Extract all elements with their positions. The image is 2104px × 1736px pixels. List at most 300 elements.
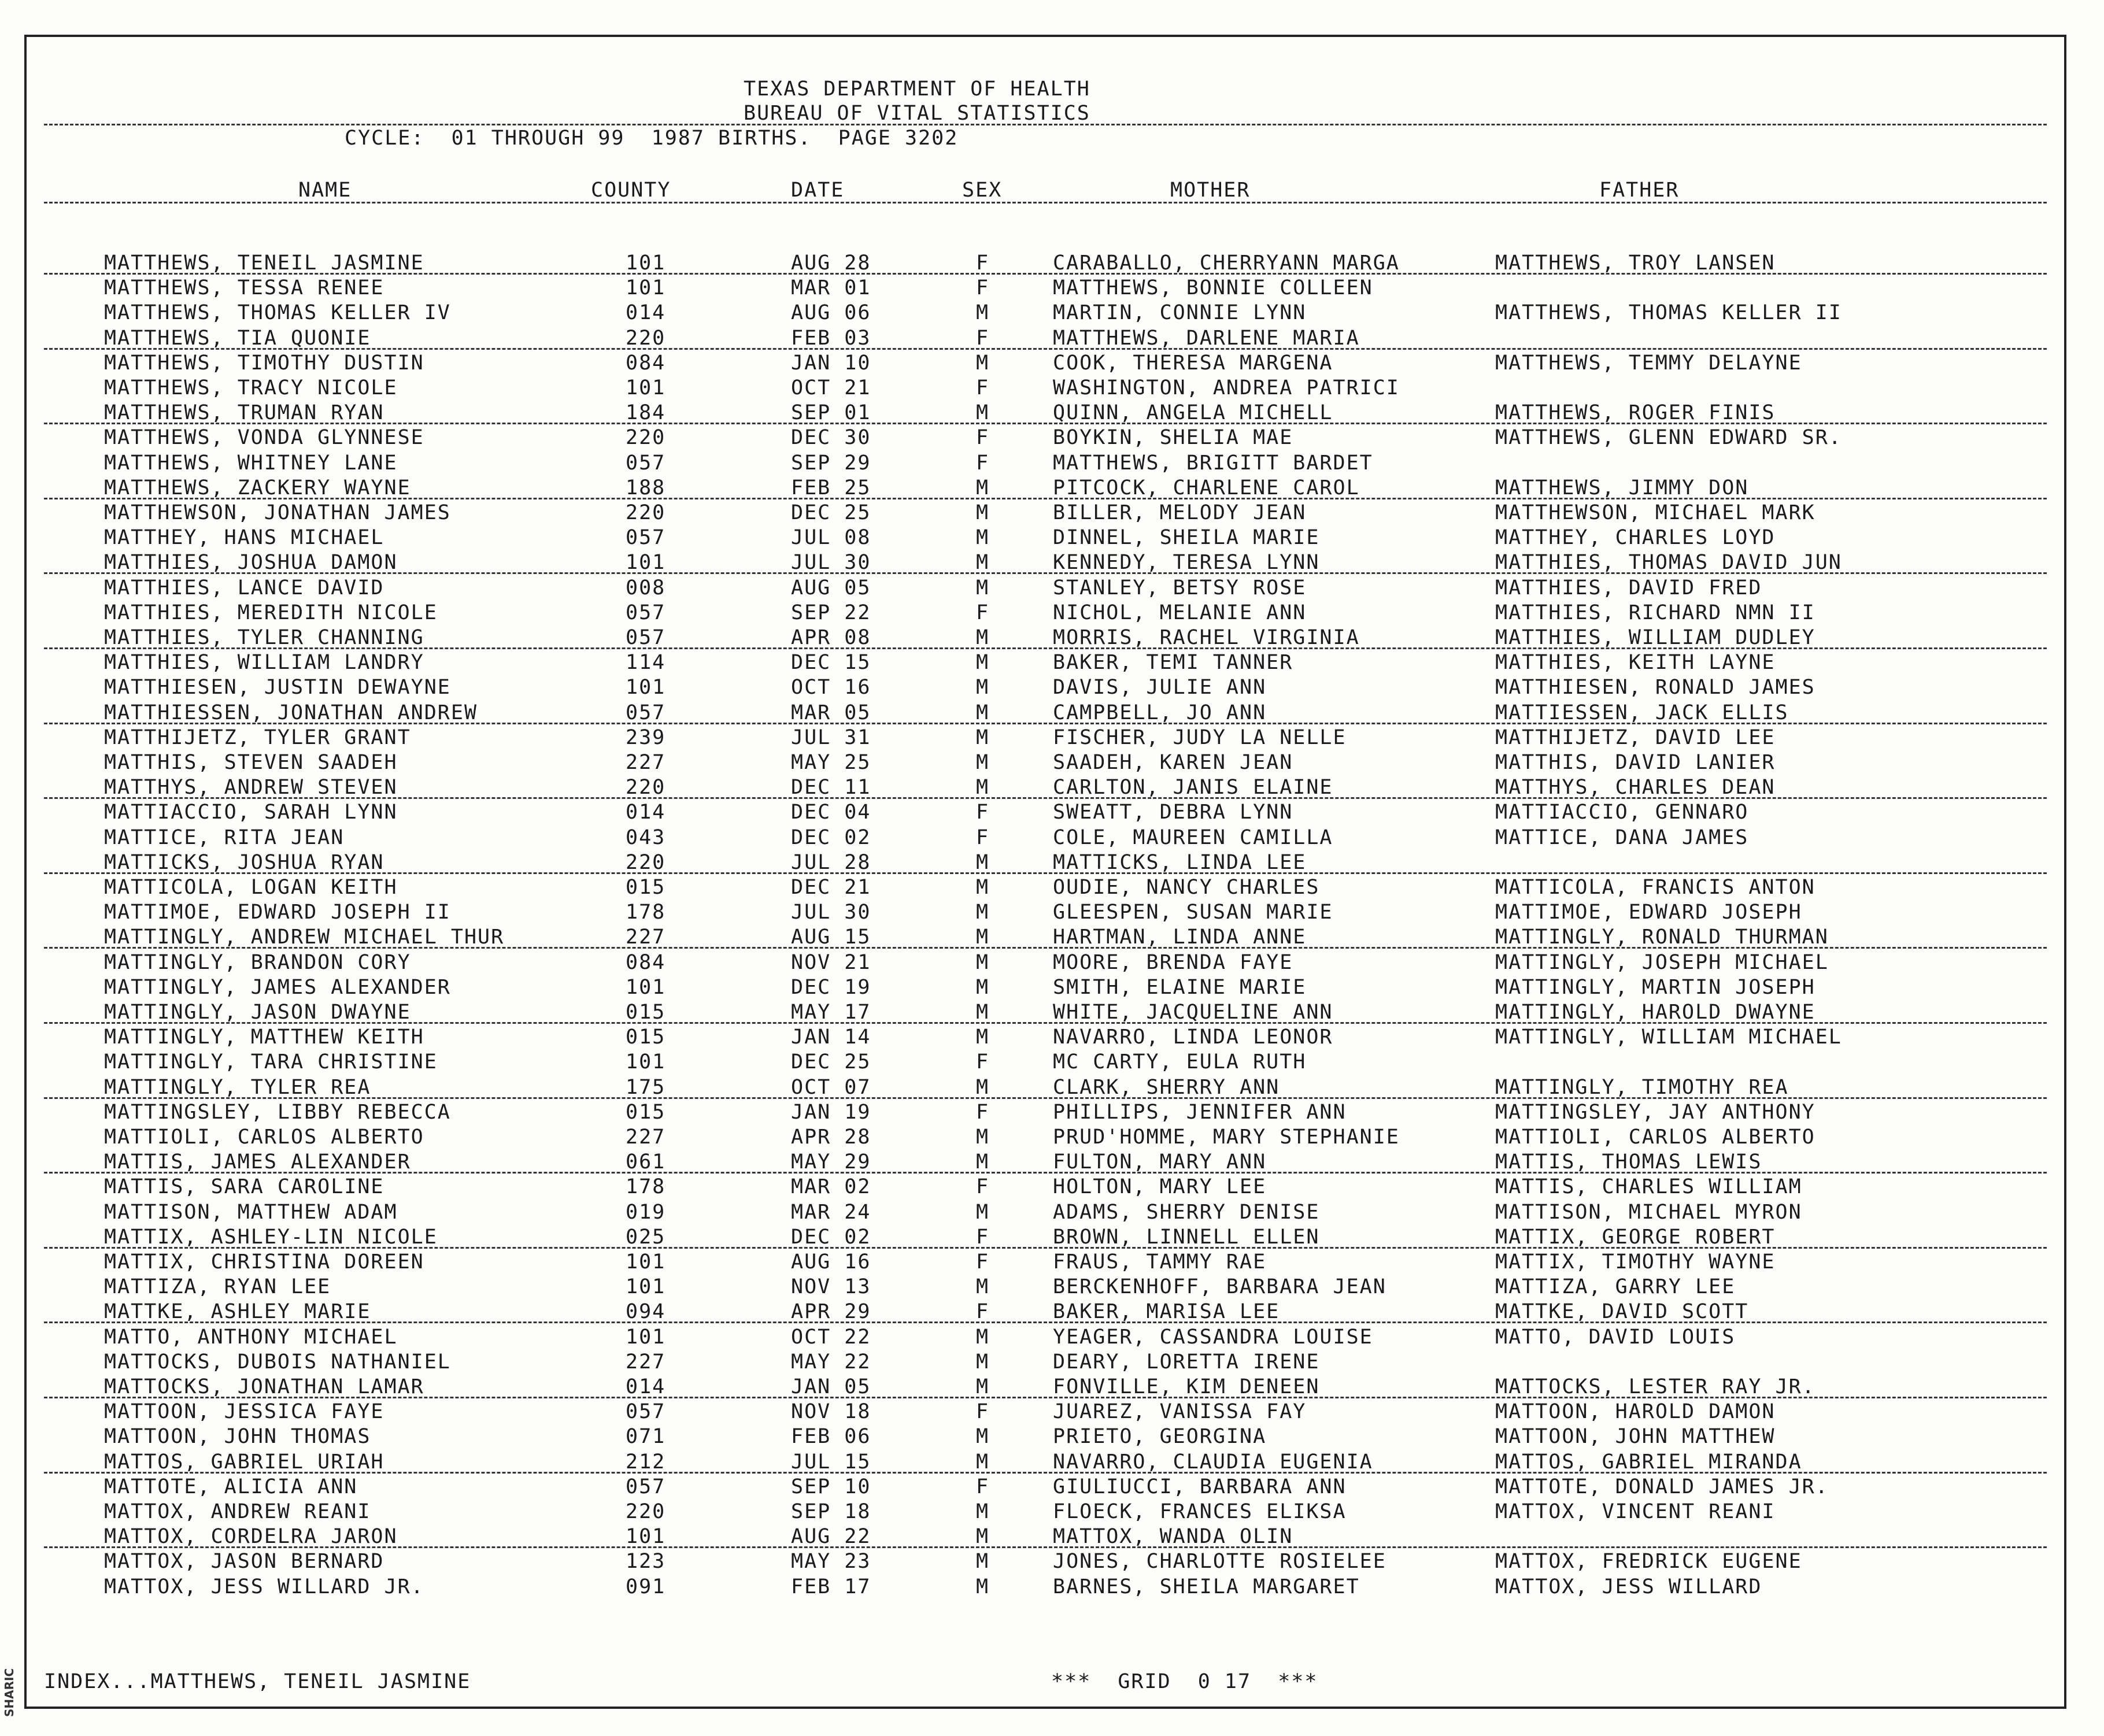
cell-mother: CLARK, SHERRY ANN: [1053, 1075, 1280, 1099]
cell-date: AUG 15: [791, 926, 871, 949]
cell-name: MATTHEWSON, JONATHAN JAMES: [104, 501, 451, 524]
cell-name: MATTOX, JESS WILLARD JR.: [104, 1575, 424, 1598]
cell-county: 014: [626, 301, 666, 325]
cell-date: MAR 05: [791, 701, 871, 724]
table-row: [27, 525, 2064, 550]
row-divider: [44, 1247, 2047, 1249]
cell-county: 101: [626, 376, 666, 399]
table-row: [27, 875, 2064, 900]
row-divider: [44, 647, 2047, 649]
header-divider: [44, 124, 2047, 125]
cell-sex: M: [976, 501, 990, 524]
cell-name: MATTHEWS, TRUMAN RYAN: [104, 401, 384, 425]
cell-name: MATTHEWS, ZACKERY WAYNE: [104, 476, 411, 499]
cell-sex: M: [976, 1375, 990, 1398]
table-row: [27, 1400, 2064, 1424]
cell-date: AUG 06: [791, 301, 871, 325]
cell-mother: CARLTON, JANIS ELAINE: [1053, 776, 1333, 799]
cell-date: SEP 10: [791, 1475, 871, 1498]
cell-date: DEC 25: [791, 501, 871, 524]
cell-date: AUG 22: [791, 1525, 871, 1549]
cell-father: MATTHEWS, GLENN EDWARD SR.: [1495, 426, 1842, 450]
cell-date: SEP 29: [791, 451, 871, 475]
cell-county: 227: [626, 926, 666, 949]
cell-father: MATTIACCIO, GENNARO: [1495, 801, 1749, 824]
cell-name: MATTIS, SARA CAROLINE: [104, 1175, 384, 1199]
cell-date: DEC 02: [791, 1225, 871, 1249]
cell-name: MATTINGLY, TYLER REA: [104, 1075, 371, 1099]
table-row: [27, 351, 2064, 375]
cell-sex: F: [976, 1400, 990, 1424]
cell-father: MATTHEWS, TROY LANSEN: [1495, 251, 1776, 275]
cell-mother: YEAGER, CASSANDRA LOUISE: [1053, 1325, 1373, 1349]
cell-sex: M: [976, 551, 990, 575]
table-row: [27, 625, 2064, 650]
table-row: [27, 1125, 2064, 1149]
cell-date: DEC 15: [791, 651, 871, 675]
row-divider: [44, 1546, 2047, 1548]
cell-sex: M: [976, 626, 990, 649]
cell-date: FEB 03: [791, 326, 871, 350]
cell-sex: F: [976, 1250, 990, 1274]
cell-county: 057: [626, 451, 666, 475]
cell-name: MATTHEWS, VONDA GLYNNESE: [104, 426, 424, 450]
cell-date: MAY 22: [791, 1350, 871, 1374]
cell-date: SEP 18: [791, 1500, 871, 1523]
cell-county: 220: [626, 850, 666, 874]
cell-county: 101: [626, 1325, 666, 1349]
cell-date: NOV 21: [791, 950, 871, 974]
cell-father: MATTHEWS, TEMMY DELAYNE: [1495, 351, 1802, 375]
cell-mother: FISCHER, JUDY LA NELLE: [1053, 726, 1347, 749]
cell-sex: M: [976, 576, 990, 599]
table-row: [27, 1025, 2064, 1049]
cell-father: MATTINGLY, JOSEPH MICHAEL: [1495, 950, 1829, 974]
row-divider: [44, 1397, 2047, 1398]
cell-father: MATTHIJETZ, DAVID LEE: [1495, 726, 1776, 749]
cell-county: 123: [626, 1550, 666, 1574]
table-row: [27, 1100, 2064, 1124]
cell-mother: MATTICKS, LINDA LEE: [1053, 850, 1307, 874]
cell-mother: OUDIE, NANCY CHARLES: [1053, 876, 1320, 899]
cell-name: MATTHIES, TYLER CHANNING: [104, 626, 424, 649]
cell-father: MATTHIES, RICHARD NMN II: [1495, 601, 1815, 624]
table-row: [27, 1075, 2064, 1100]
table-row: [27, 1000, 2064, 1024]
cell-mother: MOORE, BRENDA FAYE: [1053, 950, 1293, 974]
header-agency: TEXAS DEPARTMENT OF HEALTH: [744, 77, 1090, 101]
table-row: [27, 1500, 2064, 1524]
cell-father: MATTHYS, CHARLES DEAN: [1495, 776, 1776, 799]
cell-county: 220: [626, 426, 666, 450]
cell-county: 084: [626, 351, 666, 375]
cell-mother: BOYKIN, SHELIA MAE: [1053, 426, 1293, 450]
header-bureau: BUREAU OF VITAL STATISTICS: [744, 102, 1090, 125]
cell-name: MATTOCKS, JONATHAN LAMAR: [104, 1375, 424, 1398]
cell-mother: BILLER, MELODY JEAN: [1053, 501, 1307, 524]
cell-sex: M: [976, 1075, 990, 1099]
cell-sex: M: [976, 726, 990, 749]
cell-sex: M: [976, 776, 990, 799]
cell-father: MATTHEWS, ROGER FINIS: [1495, 401, 1776, 425]
cell-date: MAR 02: [791, 1175, 871, 1199]
cell-name: MATTHIESEN, JUSTIN DEWAYNE: [104, 676, 451, 699]
cell-mother: FLOECK, FRANCES ELIKSA: [1053, 1500, 1347, 1523]
table-row: [27, 900, 2064, 924]
cell-name: MATTOS, GABRIEL URIAH: [104, 1450, 384, 1474]
cell-county: 227: [626, 1126, 666, 1149]
table-row: [27, 1275, 2064, 1299]
cell-sex: F: [976, 276, 990, 300]
cell-date: MAR 01: [791, 276, 871, 300]
cell-county: 101: [626, 1525, 666, 1549]
table-row: [27, 975, 2064, 1000]
cell-name: MATTHEWS, TRACY NICOLE: [104, 376, 398, 399]
cell-mother: MATTOX, WANDA OLIN: [1053, 1525, 1293, 1549]
cell-sex: M: [976, 876, 990, 899]
table-row: [27, 1575, 2064, 1599]
cell-father: MATTOS, GABRIEL MIRANDA: [1495, 1450, 1802, 1474]
cell-father: MATTHIES, WILLIAM DUDLEY: [1495, 626, 1815, 649]
table-row: [27, 251, 2064, 275]
cell-mother: CARABALLO, CHERRYANN MARGA: [1053, 251, 1400, 275]
cell-name: MATTOON, JOHN THOMAS: [104, 1425, 371, 1449]
cell-date: JUL 08: [791, 526, 871, 550]
cell-mother: PITCOCK, CHARLENE CAROL: [1053, 476, 1360, 499]
cell-county: 227: [626, 751, 666, 774]
cell-father: MATTOON, JOHN MATTHEW: [1495, 1425, 1776, 1449]
cell-father: MATTIZA, GARRY LEE: [1495, 1275, 1736, 1299]
footer-grid: *** GRID 0 17 ***: [1051, 1670, 1318, 1693]
row-divider: [44, 947, 2047, 949]
cell-mother: PHILLIPS, JENNIFER ANN: [1053, 1100, 1347, 1124]
cell-county: 015: [626, 1100, 666, 1124]
cell-sex: M: [976, 1425, 990, 1449]
cell-sex: M: [976, 950, 990, 974]
cell-date: AUG 05: [791, 576, 871, 599]
cell-sex: M: [976, 1550, 990, 1574]
cell-name: MATTHYS, ANDREW STEVEN: [104, 776, 398, 799]
cell-mother: BERCKENHOFF, BARBARA JEAN: [1053, 1275, 1386, 1299]
cell-mother: MATTHEWS, BONNIE COLLEEN: [1053, 276, 1373, 300]
table-row: [27, 1175, 2064, 1199]
cell-sex: F: [976, 1300, 990, 1324]
cell-sex: F: [976, 251, 990, 275]
cell-mother: NAVARRO, CLAUDIA EUGENIA: [1053, 1450, 1373, 1474]
table-row: [27, 950, 2064, 975]
table-row: [27, 1450, 2064, 1474]
cell-father: MATTO, DAVID LOUIS: [1495, 1325, 1736, 1349]
cell-sex: F: [976, 1175, 990, 1199]
cell-county: 101: [626, 551, 666, 575]
table-row: [27, 850, 2064, 875]
cell-mother: SAADEH, KAREN JEAN: [1053, 751, 1293, 774]
table-row: [27, 601, 2064, 625]
cell-father: MATTHEWS, JIMMY DON: [1495, 476, 1749, 499]
row-divider: [44, 1022, 2047, 1024]
cell-date: OCT 21: [791, 376, 871, 399]
cell-county: 025: [626, 1225, 666, 1249]
cell-date: DEC 19: [791, 975, 871, 999]
cell-sex: M: [976, 651, 990, 675]
cell-county: 101: [626, 1050, 666, 1074]
cell-name: MATTINGLY, MATTHEW KEITH: [104, 1026, 424, 1049]
column-header-date: DATE: [791, 179, 845, 202]
cell-sex: M: [976, 401, 990, 425]
cell-sex: F: [976, 426, 990, 450]
cell-name: MATTHEWS, TENEIL JASMINE: [104, 251, 424, 275]
cell-name: MATTIMOE, EDWARD JOSEPH II: [104, 901, 451, 924]
cell-county: 014: [626, 801, 666, 824]
cell-county: 101: [626, 975, 666, 999]
column-header-mother: MOTHER: [1170, 179, 1251, 202]
row-divider: [44, 572, 2047, 574]
cell-name: MATTOX, ANDREW REANI: [104, 1500, 371, 1523]
cell-name: MATTOON, JESSICA FAYE: [104, 1400, 384, 1424]
cell-father: MATTHIES, KEITH LAYNE: [1495, 651, 1776, 675]
cell-date: DEC 02: [791, 826, 871, 849]
cell-mother: ADAMS, SHERRY DENISE: [1053, 1200, 1320, 1224]
cell-date: JAN 14: [791, 1026, 871, 1049]
cell-father: MATTIESSEN, JACK ELLIS: [1495, 701, 1789, 724]
cell-mother: JONES, CHARLOTTE ROSIELEE: [1053, 1550, 1386, 1574]
cell-date: APR 08: [791, 626, 871, 649]
cell-date: FEB 17: [791, 1575, 871, 1598]
cell-date: DEC 11: [791, 776, 871, 799]
cell-mother: GLEESPEN, SUSAN MARIE: [1053, 901, 1333, 924]
cell-sex: F: [976, 601, 990, 624]
cell-sex: M: [976, 1026, 990, 1049]
cell-father: MATTHEY, CHARLES LOYD: [1495, 526, 1776, 550]
cell-sex: M: [976, 676, 990, 699]
cell-name: MATTINGLY, JASON DWAYNE: [104, 1001, 411, 1024]
column-header-father: FATHER: [1599, 179, 1680, 202]
table-row: [27, 675, 2064, 699]
row-divider: [44, 1322, 2047, 1323]
cell-date: JUL 31: [791, 726, 871, 749]
cell-date: MAY 25: [791, 751, 871, 774]
cell-county: 043: [626, 826, 666, 849]
cell-name: MATTINGLY, JAMES ALEXANDER: [104, 975, 451, 999]
cell-father: MATTKE, DAVID SCOTT: [1495, 1300, 1749, 1324]
table-row: [27, 1225, 2064, 1249]
cell-name: MATTHIES, MEREDITH NICOLE: [104, 601, 438, 624]
row-divider: [44, 273, 2047, 275]
cell-mother: MATTHEWS, DARLENE MARIA: [1053, 326, 1360, 350]
cell-father: MATTHIES, THOMAS DAVID JUN: [1495, 551, 1842, 575]
cell-date: APR 28: [791, 1126, 871, 1149]
table-row: [27, 276, 2064, 300]
table-row: [27, 1375, 2064, 1399]
cell-name: MATTKE, ASHLEY MARIE: [104, 1300, 371, 1324]
table-row: [27, 1325, 2064, 1349]
cell-sex: M: [976, 1150, 990, 1174]
cell-mother: PRUD'HOMME, MARY STEPHANIE: [1053, 1126, 1400, 1149]
cell-county: 175: [626, 1075, 666, 1099]
cell-county: 239: [626, 726, 666, 749]
cell-name: MATTO, ANTHONY MICHAEL: [104, 1325, 398, 1349]
cell-mother: DINNEL, SHEILA MARIE: [1053, 526, 1320, 550]
table-row: [27, 925, 2064, 949]
cell-date: FEB 25: [791, 476, 871, 499]
table-row: [27, 1150, 2064, 1174]
cell-county: 188: [626, 476, 666, 499]
cell-name: MATTIS, JAMES ALEXANDER: [104, 1150, 411, 1174]
cell-father: MATTHEWS, THOMAS KELLER II: [1495, 301, 1842, 325]
table-row: [27, 326, 2064, 350]
table-row: [27, 1549, 2064, 1574]
cell-sex: M: [976, 850, 990, 874]
cell-father: MATTHIESEN, RONALD JAMES: [1495, 676, 1815, 699]
cell-date: OCT 16: [791, 676, 871, 699]
cell-father: MATTOX, JESS WILLARD: [1495, 1575, 1762, 1598]
cell-sex: M: [976, 476, 990, 499]
cell-mother: MATTHEWS, BRIGITT BARDET: [1053, 451, 1373, 475]
cell-county: 057: [626, 626, 666, 649]
cell-sex: M: [976, 1325, 990, 1349]
cell-county: 220: [626, 776, 666, 799]
cell-sex: M: [976, 1575, 990, 1598]
cell-mother: STANLEY, BETSY ROSE: [1053, 576, 1307, 599]
cell-county: 220: [626, 501, 666, 524]
cell-mother: SWEATT, DEBRA LYNN: [1053, 801, 1293, 824]
cell-county: 220: [626, 1500, 666, 1523]
cell-mother: BARNES, SHEILA MARGARET: [1053, 1575, 1360, 1598]
cell-mother: FULTON, MARY ANN: [1053, 1150, 1267, 1174]
cell-county: 057: [626, 601, 666, 624]
cell-sex: M: [976, 926, 990, 949]
cell-name: MATTHEWS, TIMOTHY DUSTIN: [104, 351, 424, 375]
cell-county: 227: [626, 1350, 666, 1374]
column-header-county: COUNTY: [591, 179, 671, 202]
table-row: [27, 800, 2064, 824]
cell-mother: BAKER, MARISA LEE: [1053, 1300, 1280, 1324]
cell-sex: F: [976, 801, 990, 824]
cell-mother: QUINN, ANGELA MICHELL: [1053, 401, 1333, 425]
cell-county: 094: [626, 1300, 666, 1324]
cell-name: MATTOTE, ALICIA ANN: [104, 1475, 358, 1498]
cell-name: MATTHIESSEN, JONATHAN ANDREW: [104, 701, 478, 724]
printout-sheet: [24, 35, 2066, 1709]
cell-county: 220: [626, 326, 666, 350]
cell-father: MATTINGLY, RONALD THURMAN: [1495, 926, 1829, 949]
cell-mother: PRIETO, GEORGINA: [1053, 1425, 1267, 1449]
cell-county: 015: [626, 1026, 666, 1049]
table-row: [27, 726, 2064, 750]
cell-mother: HOLTON, MARY LEE: [1053, 1175, 1267, 1199]
cell-county: 071: [626, 1425, 666, 1449]
cell-date: FEB 06: [791, 1425, 871, 1449]
cell-father: MATTIX, TIMOTHY WAYNE: [1495, 1250, 1776, 1274]
column-header-sex: SEX: [962, 179, 1003, 202]
cell-name: MATTINGLY, ANDREW MICHAEL THUR: [104, 926, 505, 949]
table-row: [27, 476, 2064, 500]
cell-mother: WASHINGTON, ANDREA PATRICI: [1053, 376, 1400, 399]
cell-father: MATTHIS, DAVID LANIER: [1495, 751, 1776, 774]
cell-county: 101: [626, 251, 666, 275]
cell-county: 101: [626, 1250, 666, 1274]
cell-county: 008: [626, 576, 666, 599]
cell-name: MATTHIS, STEVEN SAADEH: [104, 751, 398, 774]
cell-county: 084: [626, 950, 666, 974]
row-divider: [44, 723, 2047, 724]
cell-date: DEC 21: [791, 876, 871, 899]
table-row: [27, 775, 2064, 799]
cell-name: MATTINGLY, TARA CHRISTINE: [104, 1050, 438, 1074]
cell-mother: BAKER, TEMI TANNER: [1053, 651, 1293, 675]
cell-date: OCT 22: [791, 1325, 871, 1349]
cell-sex: F: [976, 1050, 990, 1074]
cell-name: MATTHEWS, TESSA RENEE: [104, 276, 384, 300]
table-row: [27, 301, 2064, 325]
table-row: [27, 1050, 2064, 1074]
cell-name: MATTISON, MATTHEW ADAM: [104, 1200, 398, 1224]
cell-date: JUL 30: [791, 551, 871, 575]
cell-father: MATTHEWSON, MICHAEL MARK: [1495, 501, 1815, 524]
cell-date: MAR 24: [791, 1200, 871, 1224]
table-row: [27, 826, 2064, 850]
cell-sex: M: [976, 301, 990, 325]
cell-name: MATTHEWS, THOMAS KELLER IV: [104, 301, 451, 325]
cell-mother: NAVARRO, LINDA LEONOR: [1053, 1026, 1333, 1049]
cell-father: MATTOON, HAROLD DAMON: [1495, 1400, 1776, 1424]
row-divider: [44, 1472, 2047, 1474]
cell-county: 061: [626, 1150, 666, 1174]
cell-sex: F: [976, 451, 990, 475]
cell-name: MATTINGLY, BRANDON CORY: [104, 950, 411, 974]
cell-date: NOV 13: [791, 1275, 871, 1299]
cell-mother: DEARY, LORETTA IRENE: [1053, 1350, 1320, 1374]
cell-mother: KENNEDY, TERESA LYNN: [1053, 551, 1320, 575]
cell-father: MATTIOLI, CARLOS ALBERTO: [1495, 1126, 1815, 1149]
cell-date: DEC 25: [791, 1050, 871, 1074]
cell-sex: F: [976, 1475, 990, 1498]
cell-sex: M: [976, 1126, 990, 1149]
cell-county: 057: [626, 1475, 666, 1498]
cell-father: MATTICE, DANA JAMES: [1495, 826, 1749, 849]
cell-name: MATTHEWS, TIA QUONIE: [104, 326, 371, 350]
cell-county: 178: [626, 1175, 666, 1199]
cell-date: SEP 22: [791, 601, 871, 624]
table-row: [27, 1200, 2064, 1224]
cell-sex: F: [976, 826, 990, 849]
cell-county: 014: [626, 1375, 666, 1398]
table-row: [27, 650, 2064, 675]
cell-date: JAN 19: [791, 1100, 871, 1124]
cell-date: APR 29: [791, 1300, 871, 1324]
cell-mother: BROWN, LINNELL ELLEN: [1053, 1225, 1320, 1249]
table-row: [27, 576, 2064, 600]
cell-county: 184: [626, 401, 666, 425]
cell-name: MATTINGSLEY, LIBBY REBECCA: [104, 1100, 451, 1124]
cell-name: MATTHIES, JOSHUA DAMON: [104, 551, 398, 575]
cell-name: MATTOCKS, DUBOIS NATHANIEL: [104, 1350, 451, 1374]
cell-sex: M: [976, 1350, 990, 1374]
cell-father: MATTIMOE, EDWARD JOSEPH: [1495, 901, 1802, 924]
cell-date: JAN 05: [791, 1375, 871, 1398]
cell-county: 057: [626, 1400, 666, 1424]
cell-mother: JUAREZ, VANISSA FAY: [1053, 1400, 1307, 1424]
cell-sex: M: [976, 1275, 990, 1299]
cell-mother: WHITE, JACQUELINE ANN: [1053, 1001, 1333, 1024]
row-divider: [44, 797, 2047, 799]
cell-sex: M: [976, 901, 990, 924]
header-cycle: CYCLE: 01 THROUGH 99 1987 BIRTHS. PAGE 3202: [345, 127, 959, 150]
cell-father: MATTINGSLEY, JAY ANTHONY: [1495, 1100, 1815, 1124]
cell-date: JAN 10: [791, 351, 871, 375]
cell-name: MATTICKS, JOSHUA RYAN: [104, 850, 384, 874]
cell-father: MATTOCKS, LESTER RAY JR.: [1495, 1375, 1815, 1398]
